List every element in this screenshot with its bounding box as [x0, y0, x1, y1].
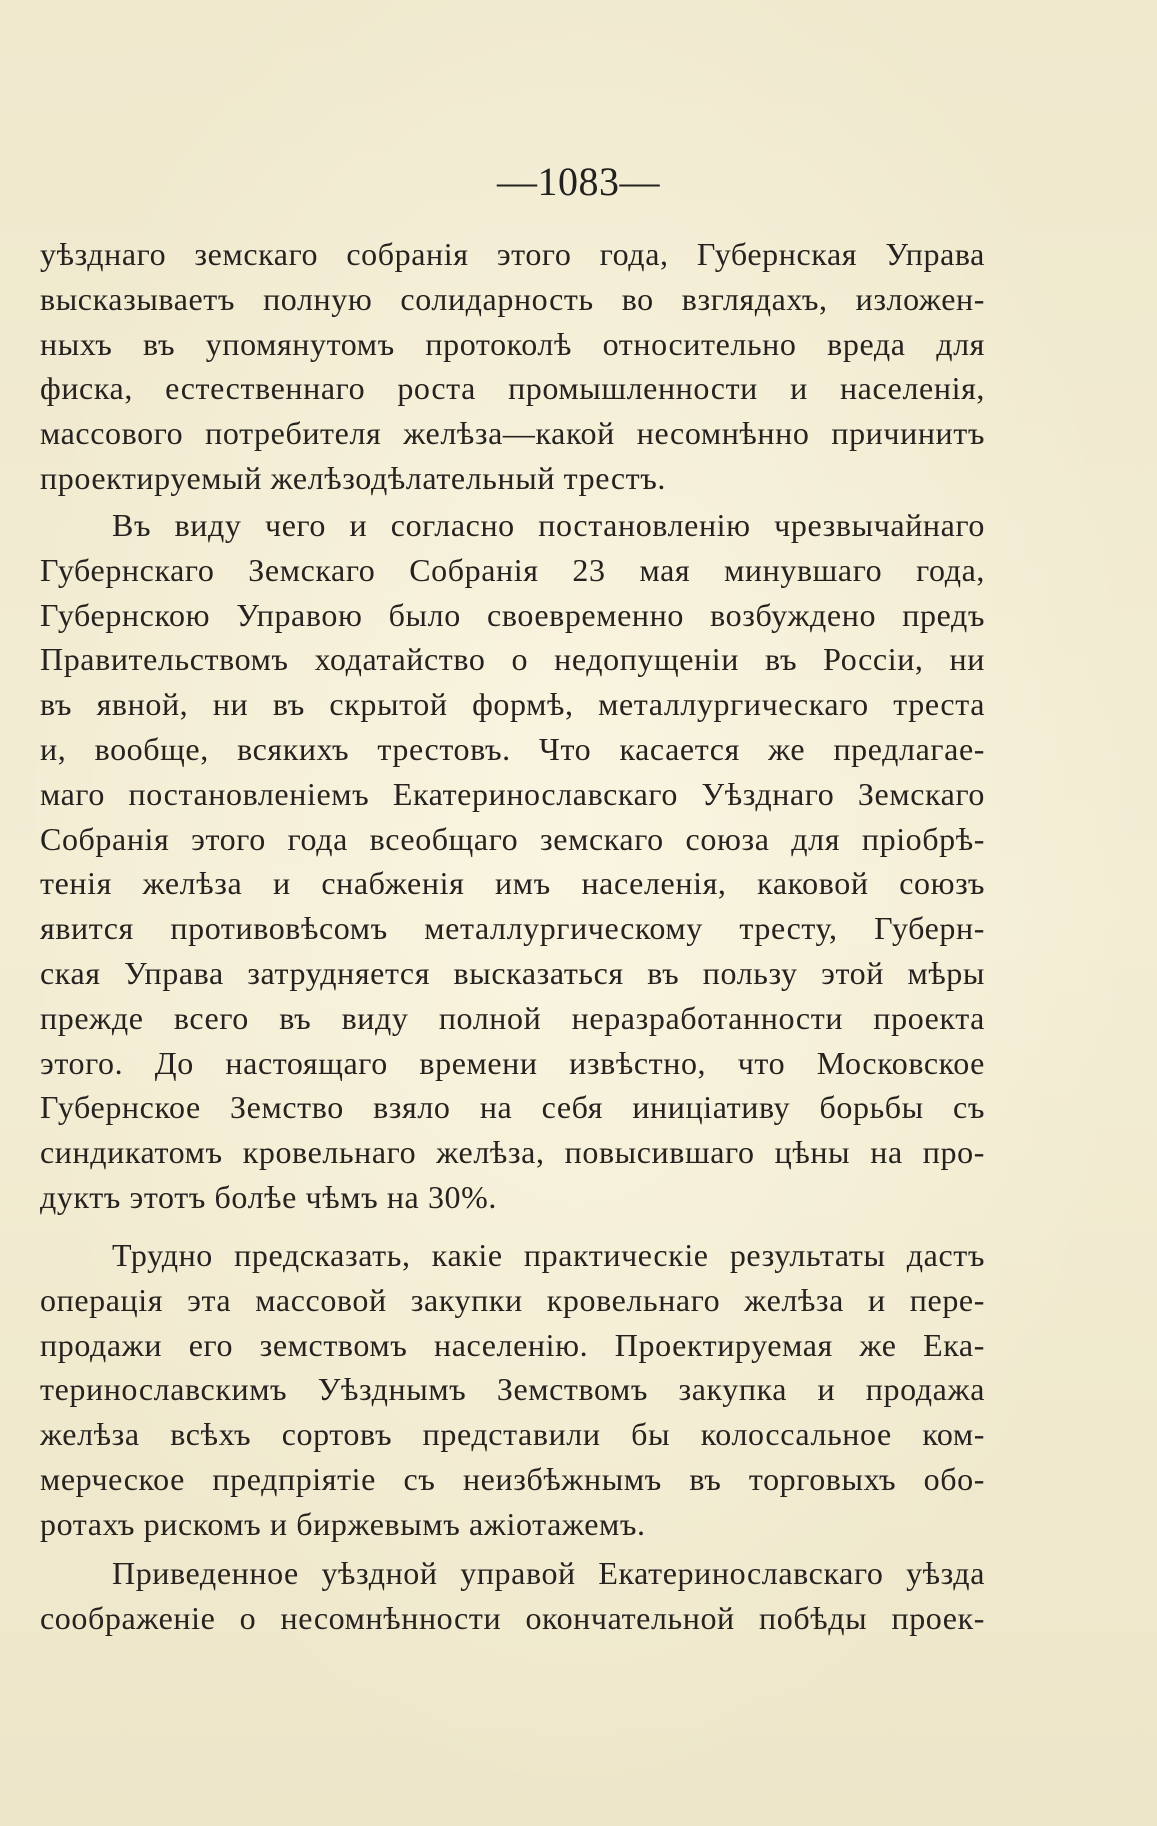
- paragraph-2: [40, 503, 985, 1220]
- text-line: фиска, естественнаго роста промышленности и населенія,: [40, 370, 985, 407]
- text-line: и, вообще, всякихъ трестовъ. Что касается же предлагае-: [40, 730, 985, 767]
- text-line: соображеніе о несомнѣнности окончательной побѣды проек-: [40, 1599, 985, 1636]
- text-line: ныхъ въ упомянутомъ протоколѣ относительно вреда для: [40, 325, 985, 362]
- text-line: Собранія этого года всеобщаго земскаго союза для пріобрѣ-: [40, 820, 985, 857]
- text-line: Губернское Земство взяло на себя иниціативу борьбы съ: [40, 1089, 985, 1126]
- text-line: Въ виду чего и согласно постановленію чрезвычайнаго: [112, 507, 985, 543]
- text-line: Трудно предсказать, какіе практическіе результаты дастъ: [112, 1237, 985, 1273]
- text-line: въ явной, ни въ скрытой формѣ, металлургическаго треста: [40, 686, 985, 723]
- paragraph-4: [40, 1551, 985, 1641]
- page-number: —1083—: [497, 159, 660, 204]
- text-line: желѣза всѣхъ сортовъ представили бы колоссальное ком-: [40, 1416, 985, 1453]
- text-line: мерческое предпріятіе съ неизбѣжнымъ въ торговыхъ обо-: [40, 1460, 985, 1497]
- paragraph-3: [40, 1233, 985, 1547]
- text-line: ротахъ рискомъ и биржевымъ ажіотажемъ.: [40, 1505, 646, 1542]
- text-line: синдикатомъ кровельнаго желѣза, повысившаго цѣны на про-: [40, 1134, 985, 1171]
- text-line: явится противовѣсомъ металлургическому тресту, Губерн-: [40, 910, 985, 947]
- text-line: маго постановленіемъ Екатеринославскаго Уѣзднаго Земскаго: [40, 775, 985, 812]
- text-line: высказываетъ полную солидарность во взглядахъ, изложен-: [40, 280, 985, 317]
- text-line: Приведенное уѣздной управой Екатеринославскаго уѣзда: [112, 1555, 985, 1591]
- text-line: ская Управа затрудняется высказаться въ пользу этой мѣры: [40, 954, 985, 991]
- text-line: тенія желѣза и снабженія имъ населенія, каковой союзъ: [40, 865, 985, 902]
- text-line: продажи его земствомъ населенію. Проектируемая же Ека-: [40, 1326, 985, 1363]
- paragraph-1: [40, 232, 985, 501]
- text-line: прежде всего въ виду полной неразработанности проекта: [40, 999, 985, 1036]
- text-line: уѣзднаго земскаго собранія этого года, Губернская Управа: [40, 236, 985, 272]
- text-line: проектируемый желѣзодѣлательный трестъ.: [40, 459, 666, 496]
- text-line: операція эта массовой закупки кровельнаго желѣза и пере-: [40, 1281, 985, 1318]
- text-line: дуктъ этотъ болѣе чѣмъ на 30%.: [40, 1178, 497, 1215]
- text-line: массового потребителя желѣза—какой несомнѣнно причинитъ: [40, 415, 985, 452]
- text-line: теринославскимъ Уѣзднымъ Земствомъ закупка и продажа: [40, 1371, 985, 1408]
- text-line: этого. До настоящаго времени извѣстно, что Московское: [40, 1044, 985, 1081]
- text-line: Правительствомъ ходатайство о недопущеніи въ Россіи, ни: [40, 641, 985, 678]
- text-line: Губернскою Управою было своевременно возбуждено предъ: [40, 596, 985, 633]
- text-line: Губернскаго Земскаго Собранія 23 мая минувшаго года,: [40, 551, 985, 588]
